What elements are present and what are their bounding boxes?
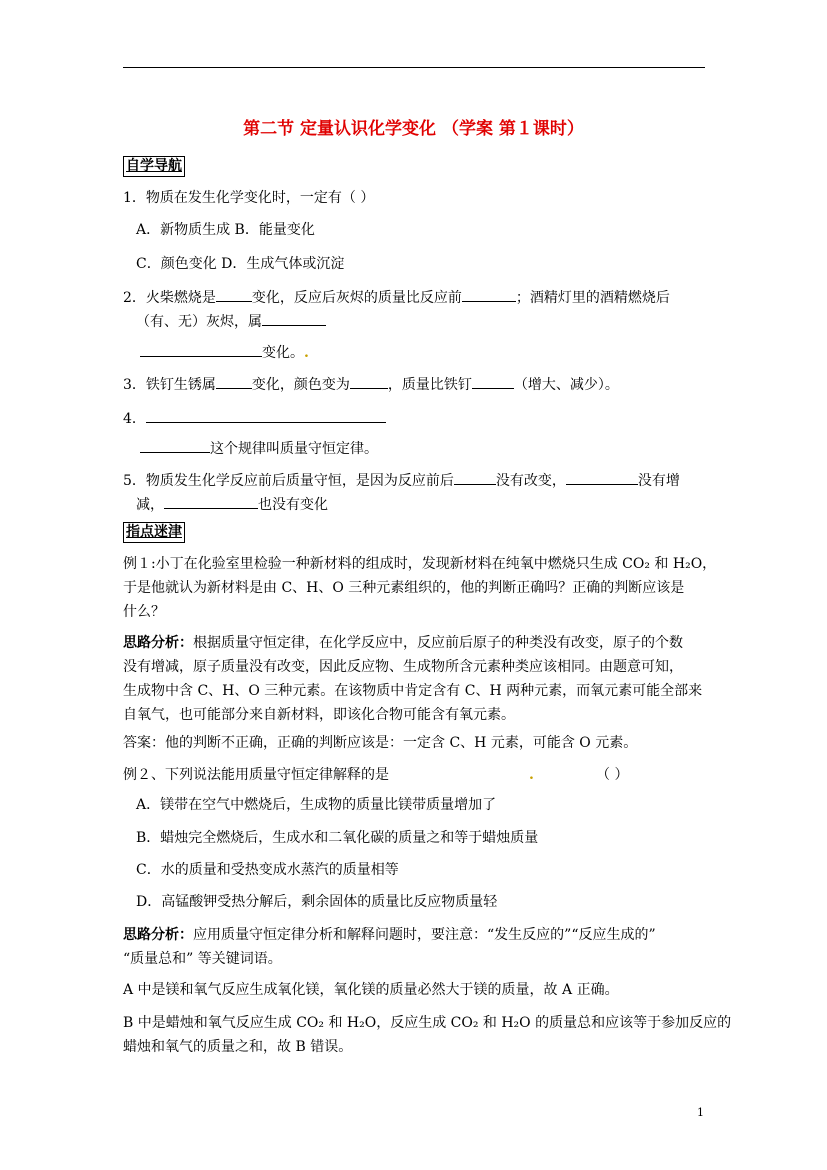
explanation-b-line-1: B 中是蜡烛和氧气反应生成 CO₂ 和 H₂O，反应生成 CO₂ 和 H₂O 的质量总和应该等于参加反应的 xyxy=(123,1015,732,1031)
q4-text-b: 这个规律叫质量守恒定律。 xyxy=(210,441,378,457)
q5-text-e: 也没有变化 xyxy=(258,497,328,513)
q5-text-c: 没有增 xyxy=(637,473,680,489)
q2-text-b: 变化，反应后灰烬的质量比反应前 xyxy=(251,290,462,306)
blank xyxy=(262,311,326,326)
section-heading-self-study: 自学导航 xyxy=(123,156,185,177)
q5-text-b: 没有改变， xyxy=(495,473,566,489)
option-a: A．镁带在空气中燃烧后，生成物的质量比镁带质量增加了 xyxy=(136,797,497,813)
analysis-1-line-2: 没有增减，原子质量没有改变，因此反应物、生成物所含元素种类应该相同。由题意可知， xyxy=(123,659,683,675)
analysis-label: 思路分析： xyxy=(123,635,193,651)
blank xyxy=(350,374,388,389)
analysis-1-text: 根据质量守恒定律，在化学反应中，反应前后原子的种类没有改变，原子的个数 xyxy=(193,635,683,651)
q5-text-d: 减， xyxy=(136,497,164,513)
blank xyxy=(566,470,638,485)
header-rule xyxy=(123,67,705,68)
blank xyxy=(146,408,386,423)
blank xyxy=(216,374,252,389)
q2-text-c: ；酒精灯里的酒精燃烧后 xyxy=(515,290,670,306)
option-d: D．高锰酸钾受热分解后，剩余固体的质量比反应物质量轻 xyxy=(136,894,498,910)
example-2: 例２、下列说法能用质量守恒定律解释的是 xyxy=(123,767,389,783)
example-1-line-2: 于是他就认为新材料是由 C、H、O 三种元素组织的，他的判断正确吗？正确的判断应该是 xyxy=(123,580,685,596)
blank xyxy=(454,470,496,485)
blank xyxy=(472,374,514,389)
analysis-2-line-2: “质量总和” 等关键词语。 xyxy=(123,951,282,967)
question-5-line-2 xyxy=(136,494,328,514)
explanation-a: A 中是镁和氧气反应生成氧化镁，氧化镁的质量必然大于镁的质量，故 A 正确。 xyxy=(123,982,619,998)
blank xyxy=(216,287,252,302)
decorative-dot: . xyxy=(304,345,309,361)
blank xyxy=(140,342,262,357)
question-4-line-2 xyxy=(140,438,378,458)
question-2-line-2 xyxy=(136,311,326,331)
blank xyxy=(164,494,258,509)
blank xyxy=(140,438,210,453)
analysis-label: 思路分析： xyxy=(123,927,193,943)
question-1-options-cd: C．颜色变化 D．生成气体或沉淀 xyxy=(136,256,345,272)
question-3 xyxy=(123,374,619,394)
explanation-b-line-2: 蜡烛和氧气的质量之和，故 B 错误。 xyxy=(123,1039,353,1055)
q4-text-a: 4． xyxy=(123,411,146,427)
q2-text-d: （有、无）灰烬，属 xyxy=(136,314,262,330)
q5-text-a: 5．物质发生化学反应前后质量守恒，是因为反应前后 xyxy=(123,473,454,489)
question-1-options-ab: A．新物质生成 B．能量变化 xyxy=(136,222,315,238)
question-2-line-1 xyxy=(123,287,670,307)
analysis-1-line-4: 自氧气，也可能部分来自新材料，即该化合物可能含有氧元素。 xyxy=(123,707,515,723)
q3-text-d: （增大、减少）。 xyxy=(513,377,619,393)
decorative-dot: . xyxy=(529,767,534,783)
analysis-1-line-1 xyxy=(123,634,683,652)
question-5-line-1 xyxy=(123,470,680,490)
example-1-line-1: 例１:小丁在化验室里检验一种新材料的组成时，发现新材料在纯氧中燃烧只生成 CO₂ 和 H₂O， xyxy=(123,556,717,572)
question-1: 1．物质在发生化学变化时，一定有（ ） xyxy=(123,190,375,206)
option-c: C．水的质量和受热变成水蒸汽的质量相等 xyxy=(136,862,399,878)
blank xyxy=(462,287,516,302)
page-title: 第二节 定量认识化学变化 （学案 第１课时） xyxy=(243,119,584,139)
section-heading-guidance: 指点迷津 xyxy=(123,522,185,543)
q3-text-a: 3．铁钉生锈属 xyxy=(123,377,216,393)
example-1-line-3: 什么？ xyxy=(123,604,165,620)
option-b: B．蜡烛完全燃烧后，生成水和二氧化碳的质量之和等于蜡烛质量 xyxy=(136,830,539,846)
answer-1: 答案：他的判断不正确，正确的判断应该是：一定含 C、H 元素，可能含 O 元素。 xyxy=(123,735,638,751)
analysis-2-text: 应用质量守恒定律分析和解释问题时，要注意：“发生反应的”“反应生成的” xyxy=(193,927,656,943)
q2-text-a: 2．火柴燃烧是 xyxy=(123,290,216,306)
question-4-line-1 xyxy=(123,408,386,428)
q3-text-b: 变化，颜色变为 xyxy=(251,377,350,393)
analysis-1-line-3: 生成物中含 C、H、O 三种元素。在该物质中肯定含有 C、H 两种元素，而氧元素可能全部来 xyxy=(123,683,703,699)
analysis-2-line-1 xyxy=(123,926,656,944)
answer-paren: （ ） xyxy=(596,767,629,783)
question-2-line-3 xyxy=(140,342,309,362)
q2-text-e: 变化。 xyxy=(262,345,304,361)
q3-text-c: ，质量比铁钉 xyxy=(387,377,472,393)
page-number: 1 xyxy=(697,1106,704,1119)
